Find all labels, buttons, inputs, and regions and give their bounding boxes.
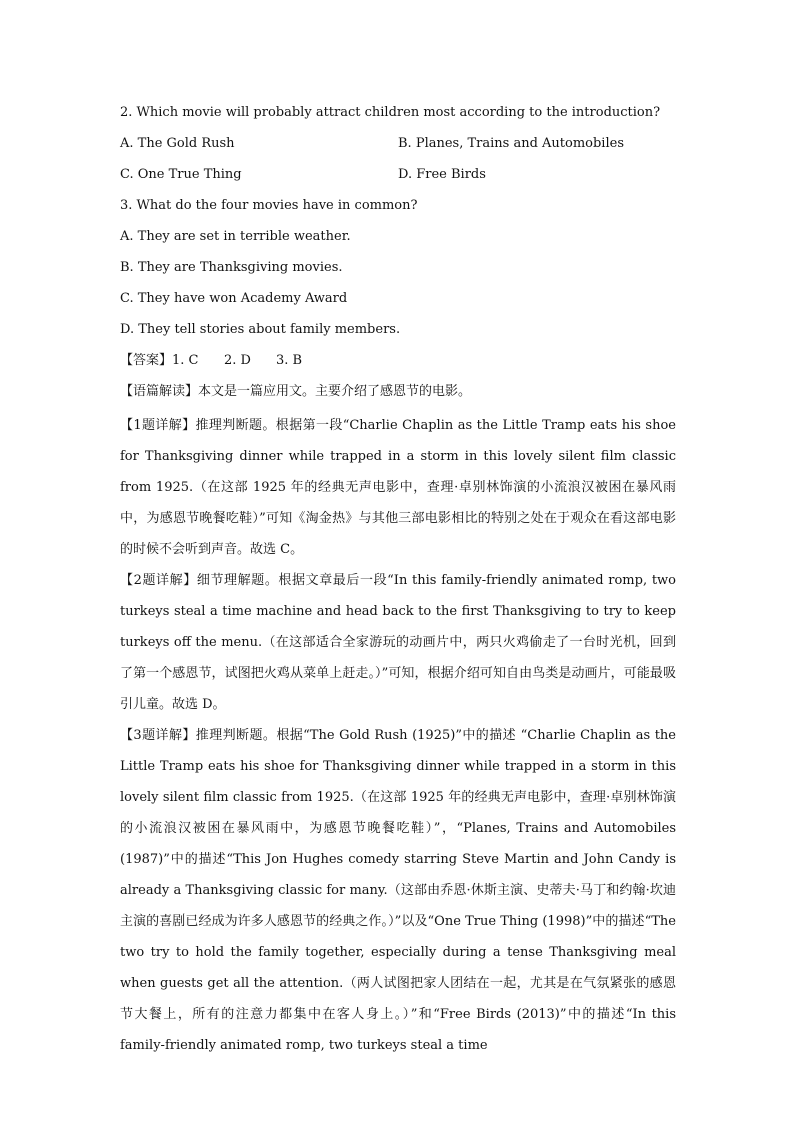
question-3: 3. What do the four movies have in common?	[120, 198, 418, 213]
q3-option-b: B. They are Thanksgiving movies.	[120, 260, 343, 275]
answer-3: 3. B	[276, 353, 303, 368]
detail-1-text: 推理判断题。根据第一段“Charlie Chaplin as the Little Tramp eats his shoe for Thanksgiving dinner while trapped in a storm in this lovely silent film classic from 1925.（在这部 1925 年的经典无声电影中，查理·卓别林饰演的小流浪汉被困在暴风雨中，为感恩节晚餐吃鞋）”可知《淘金热》与其他三部电影相比的特别之处在于观众在看这部电影的时候不会听到声音。故选 C。	[120, 418, 676, 557]
document-content	[120, 100, 676, 1061]
detail-3-paragraph	[120, 720, 676, 1061]
interpretation-text: 本文是一篇应用文。主要介绍了感恩节的电影。	[198, 384, 472, 399]
detail-1-paragraph	[120, 410, 676, 565]
q2-option-b: B. Planes, Trains and Automobiles	[398, 136, 624, 151]
detail-2-paragraph	[120, 565, 676, 720]
answer-label: 【答案】	[120, 353, 173, 368]
q2-option-c: C. One True Thing	[120, 167, 242, 182]
detail-3-text: 推理判断题。根据“The Gold Rush (1925)”中的描述 “Charlie Chaplin as the Little Tramp eats his shoe for Thanksgiving dinner while trapped in a storm in this lovely silent film classic from 1925.（在这部 1925 年的经典无声电影中，查理·卓别林饰演的小流浪汉被困在暴风雨中，为感恩节晚餐吃鞋）”，“Planes, Trains and Automobiles (1987)”中的描述“This Jon Hughes comedy starring Steve Martin and John Candy is already a Thanksgiving classic for many.（这部由乔恩·休斯主演、史蒂夫·马丁和约翰·坎迪主演的喜剧已经成为许多人感恩节的经典之作。）”以及“One True Thing (1998)”中的描述“The two try to hold the family together, especially during a tense Thanksgiving meal when guests get all the attention.（两人试图把家人团结在一起，尤其是在气氛紧张的感恩节大餐上，所有的注意力都集中在客人身上。）”和“Free Birds (2013)”中的描述“In this family-friendly animated romp, two turkeys steal a time	[120, 728, 676, 1053]
question-2-options-row-1	[120, 131, 676, 162]
question-2: 2. Which movie will probably attract children most according to the introduction?	[120, 105, 661, 120]
detail-2-label: 【2题详解】	[120, 573, 197, 588]
q2-option-d: D. Free Birds	[398, 167, 486, 182]
interpretation-label: 【语篇解读】	[120, 384, 199, 399]
detail-2-text: 细节理解题。根据文章最后一段“In this family-friendly animated romp, two turkeys steal a time machine and head back to the first Thanksgiving to try to keep turkeys off the menu.（在这部适合全家游玩的动画片中，两只火鸡偷走了一台时光机，回到了第一个感恩节，试图把火鸡从菜单上赶走。）”可知，根据介绍可知自由鸟类是动画片，可能最吸引儿童。故选 D。	[120, 573, 676, 712]
detail-3-label: 【3题详解】	[120, 728, 196, 743]
answer-2: 2. D	[224, 353, 251, 368]
q3-option-a: A. They are set in terrible weather.	[120, 229, 351, 244]
answer-line	[120, 348, 676, 379]
q2-option-a: A. The Gold Rush	[120, 136, 235, 151]
detail-1-label: 【1题详解】	[120, 418, 196, 433]
answer-1: 1. C	[172, 353, 199, 368]
q3-option-d: D. They tell stories about family members.	[120, 322, 401, 337]
question-2-options-row-2	[120, 162, 676, 193]
q3-option-c: C. They have won Academy Award	[120, 291, 348, 306]
interpretation-line	[120, 379, 676, 410]
